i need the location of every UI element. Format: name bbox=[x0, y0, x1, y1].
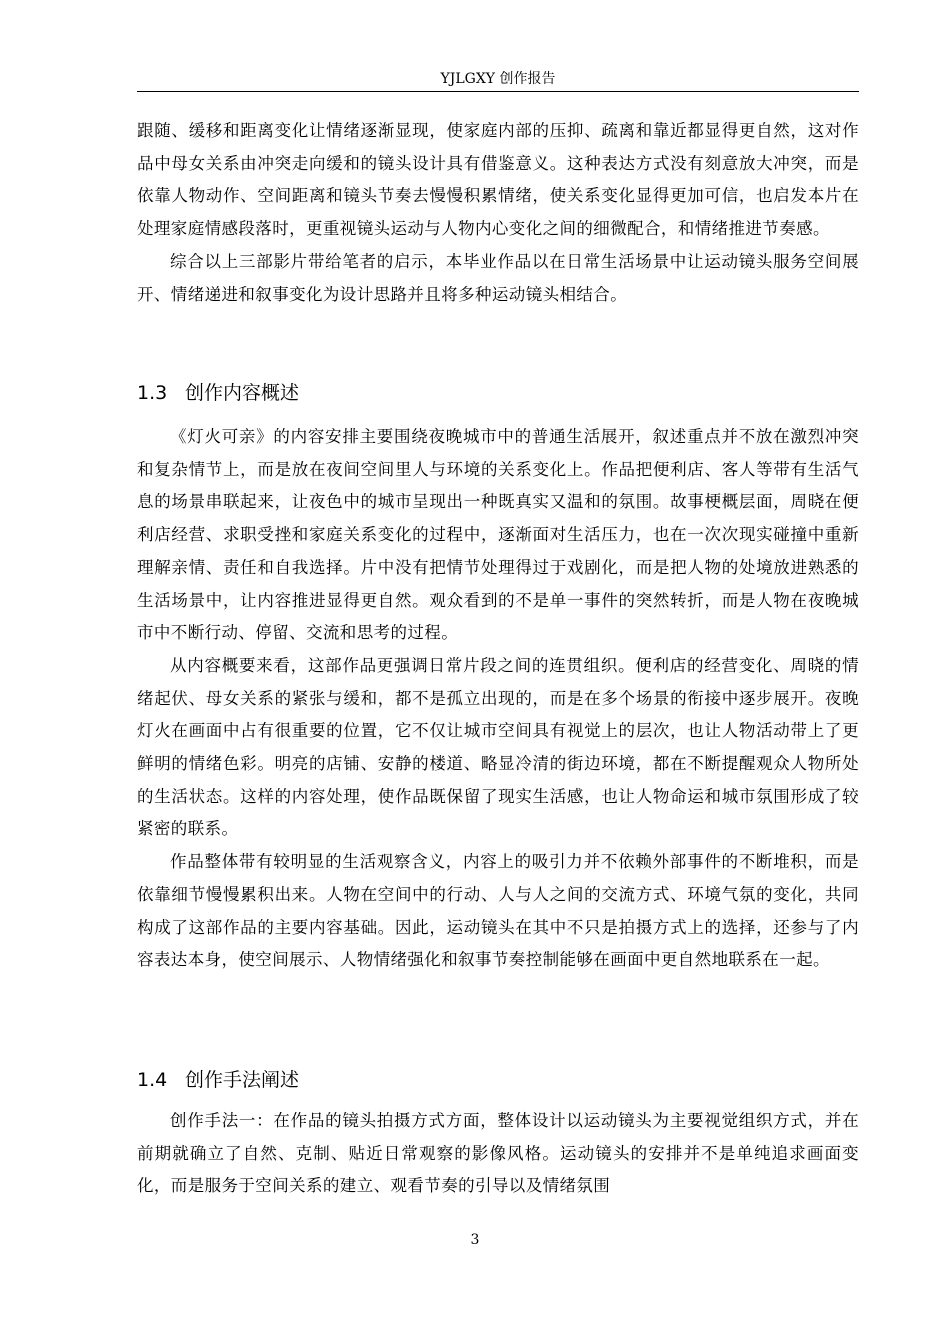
section-1-4-body bbox=[137, 1105, 859, 1203]
section-number: 1.4 bbox=[137, 1069, 168, 1091]
intro-text-block bbox=[137, 115, 859, 311]
page-number: 3 bbox=[470, 1232, 480, 1248]
section-heading-1-3 bbox=[137, 381, 299, 405]
header-divider bbox=[137, 91, 859, 92]
section-title: 创作手法阐述 bbox=[185, 1069, 300, 1091]
section-number: 1.3 bbox=[137, 382, 168, 404]
paragraph: 作品整体带有较明显的生活观察含义，内容上的吸引力并不依赖外部事件的不断堆积，而是依靠细节慢慢累积出来。人物在空间中的行动、人与人之间的交流方式、环境气氛的变化，共同构成了这部作品的主要内容基础。因此，运动镜头在其中不只是拍摄方式上的选择，还参与了内容表达本身，使空间展示、人物情绪强化和叙事节奏控制能够在画面中更自然地联系在一起。 bbox=[137, 852, 859, 970]
paragraph: 从内容概要来看，这部作品更强调日常片段之间的连贯组织。便利店的经营变化、周晓的情绪起伏、母女关系的紧张与缓和，都不是孤立出现的，而是在多个场景的衔接中逐步展开。夜晚灯火在画面中占有很重要的位置，它不仅让城市空间具有视觉上的层次，也让人物活动带上了更鲜明的情绪色彩。明亮的店铺、安静的楼道、略显冷清的街边环境，都在不断提醒观众人物所处的生活状态。这样的内容处理，使作品既保留了现实生活感，也让人物命运和城市氛围形成了较紧密的联系。 bbox=[137, 655, 859, 839]
paragraph: 跟随、缓移和距离变化让情绪逐渐显现，使家庭内部的压抑、疏离和靠近都显得更自然，这对作品中母女关系由冲突走向缓和的镜头设计具有借鉴意义。这种表达方式没有刻意放大冲突，而是依靠人物动作、空间距离和镜头节奏去慢慢积累情绪，使关系变化显得更加可信，也启发本片在处理家庭情感段落时，更重视镜头运动与人物内心变化之间的细微配合，和情绪推进节奏感。 bbox=[137, 121, 859, 239]
section-1-3-body bbox=[137, 421, 859, 977]
section-title: 创作内容概述 bbox=[185, 382, 300, 404]
paragraph: 《灯火可亲》的内容安排主要围绕夜晚城市中的普通生活展开，叙述重点并不放在激烈冲突和复杂情节上，而是放在夜间空间里人与环境的关系变化上。作品把便利店、客人等带有生活气息的场景串联起来，让夜色中的城市呈现出一种既真实又温和的氛围。故事梗概层面，周晓在便利店经营、求职受挫和家庭关系变化的过程中，逐渐面对生活压力，也在一次次现实碰撞中重新理解亲情、责任和自我选择。片中没有把情节处理得过于戏剧化，而是把人物的处境放进熟悉的生活场景中，让内容推进显得更自然。观众看到的不是单一事件的突然转折，而是人物在夜晚城市中不断行动、停留、交流和思考的过程。 bbox=[137, 427, 859, 643]
paragraph: 创作手法一：在作品的镜头拍摄方式方面，整体设计以运动镜头为主要视觉组织方式，并在前期就确立了自然、克制、贴近日常观察的影像风格。运动镜头的安排并不是单纯追求画面变化，而是服务于空间关系的建立、观看节奏的引导以及情绪氛围 bbox=[137, 1111, 859, 1196]
paragraph: 综合以上三部影片带给笔者的启示，本毕业作品以在日常生活场景中让运动镜头服务空间展开、情绪递进和叙事变化为设计思路并且将多种运动镜头相结合。 bbox=[137, 251, 859, 304]
section-heading-1-4 bbox=[137, 1068, 299, 1092]
running-header: YJLGXY 创作报告 bbox=[440, 71, 556, 87]
